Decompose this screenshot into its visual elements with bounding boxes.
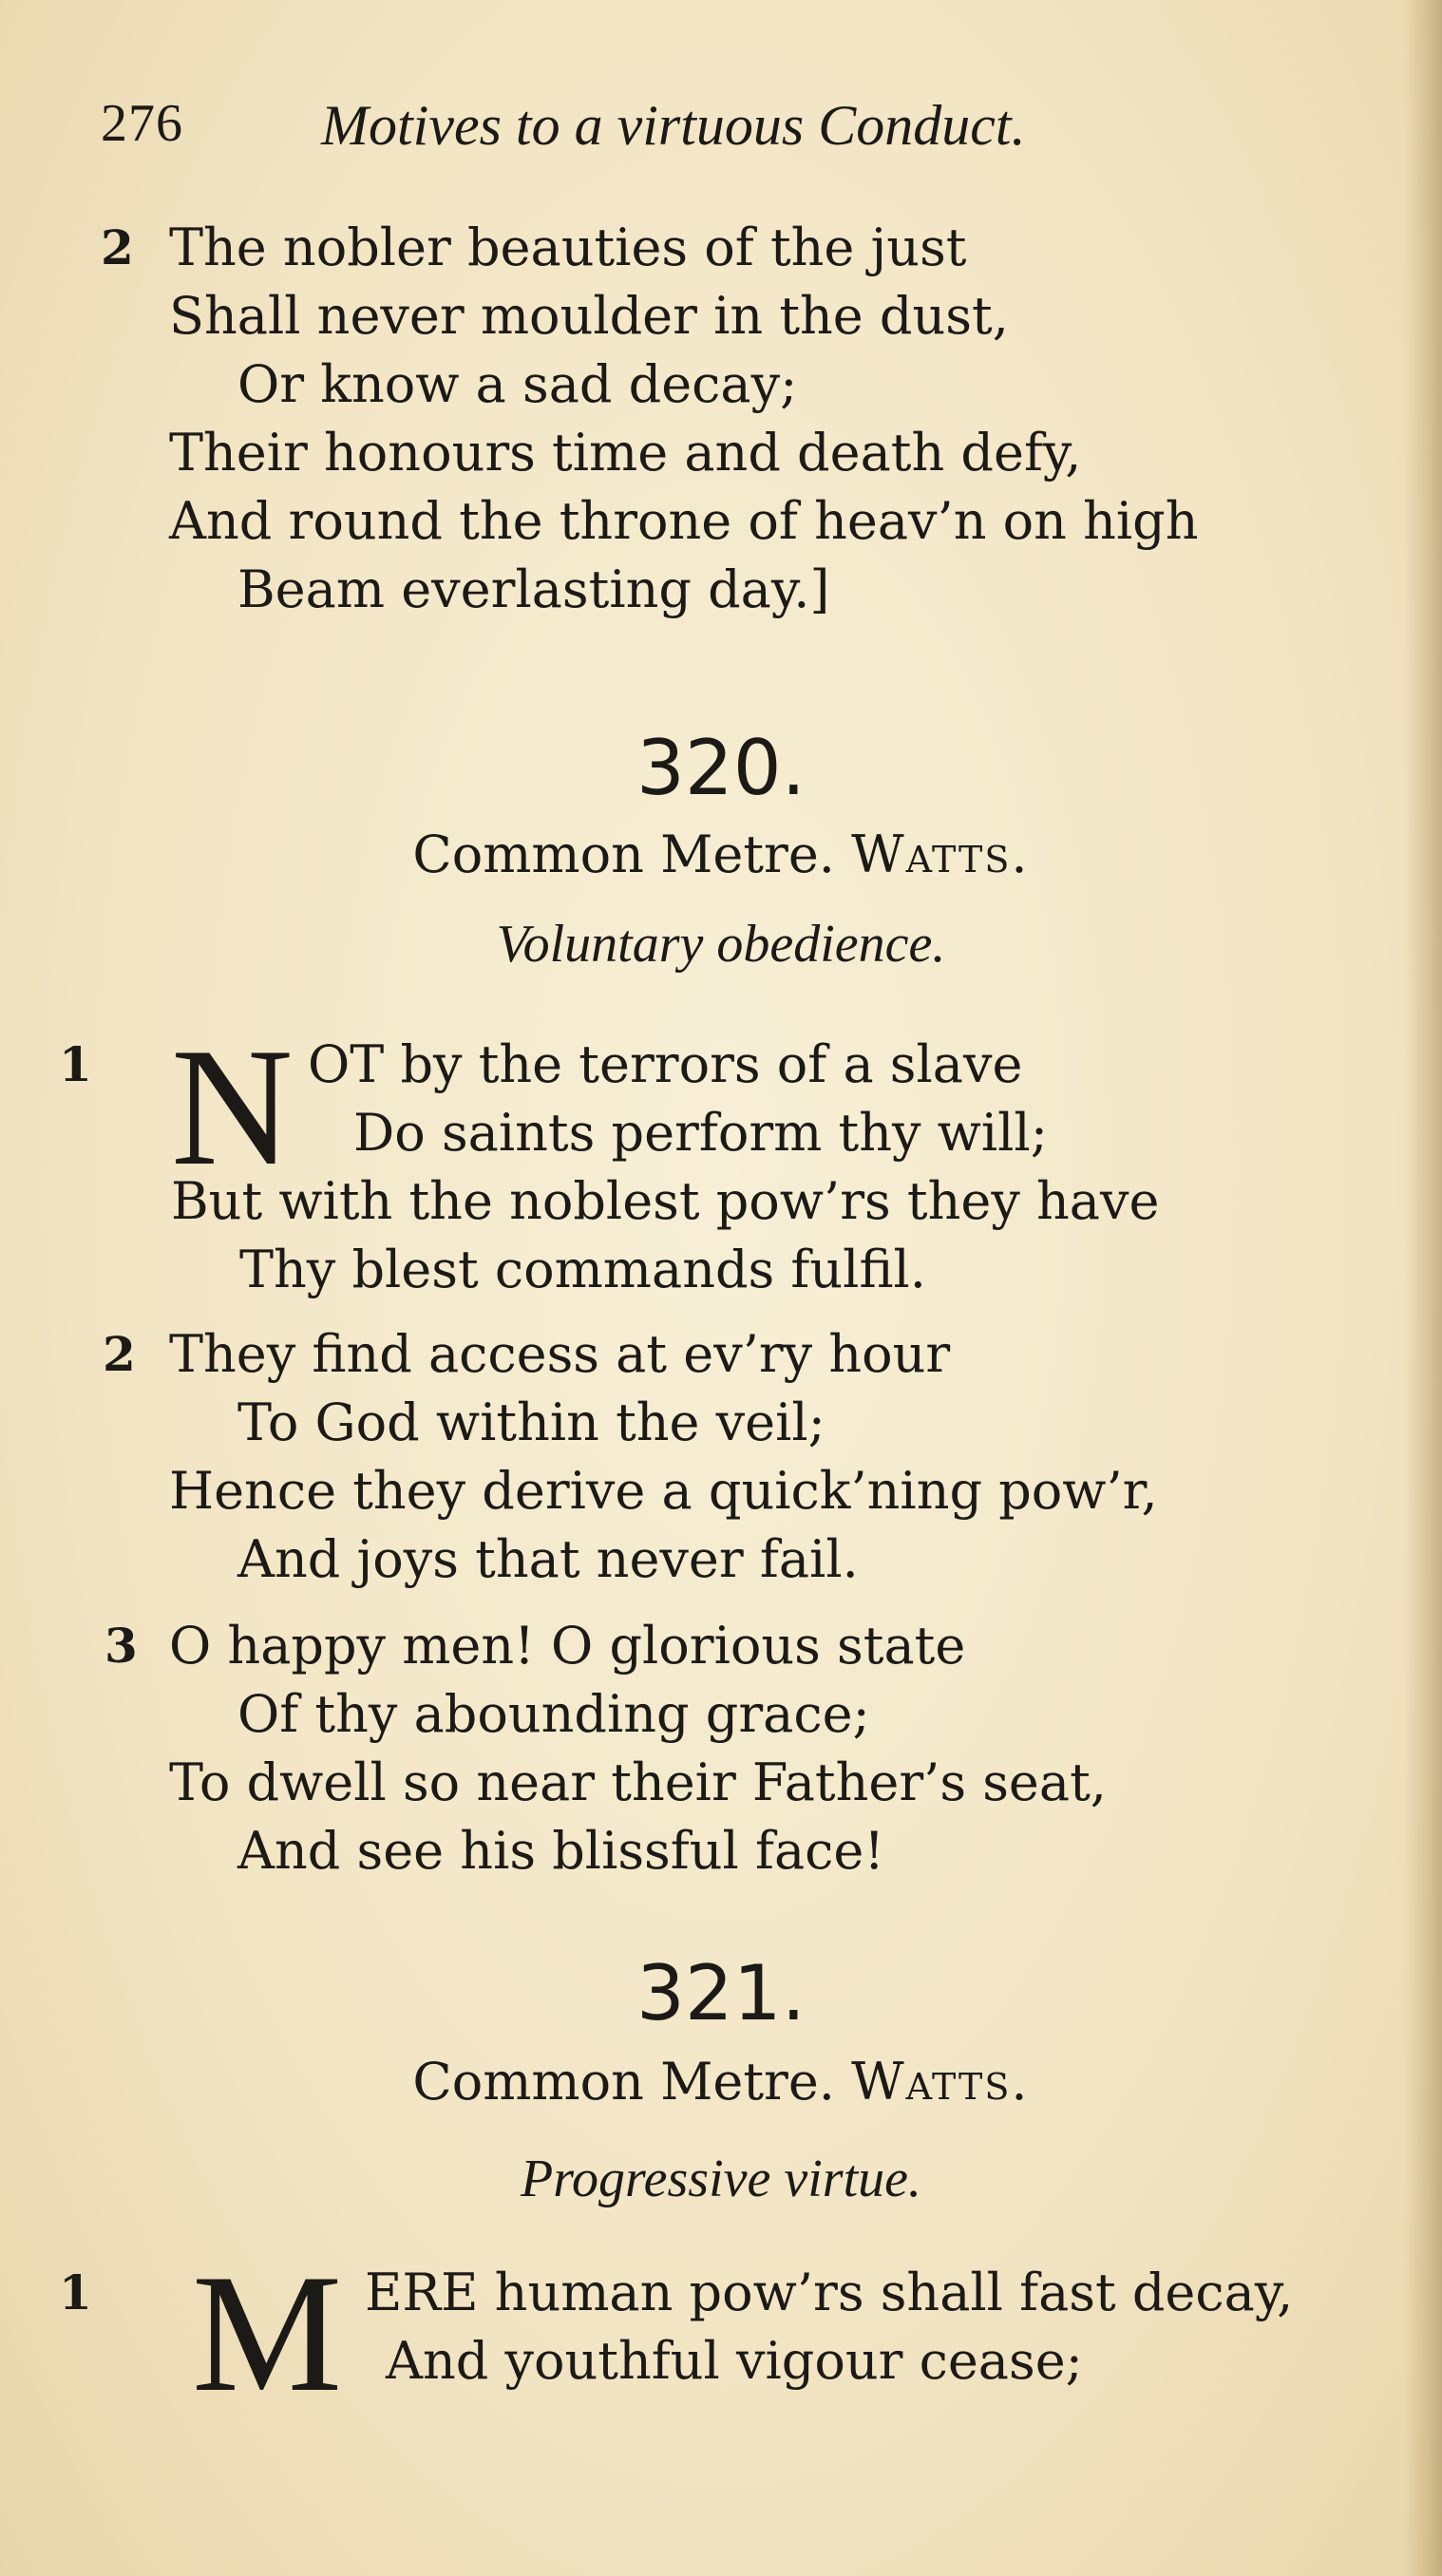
- verse-line: Shall never moulder in the dust,: [169, 286, 1009, 346]
- hymn-subject: Voluntary obedience.: [496, 915, 946, 974]
- page-number: 276: [101, 94, 183, 153]
- verse-line: The nobler beauties of the just: [169, 218, 967, 277]
- author: Watts.: [851, 2052, 1030, 2112]
- verse-line: Beam everlasting day.]: [237, 559, 830, 619]
- stanza-number: 1: [59, 2264, 92, 2320]
- stanza-number: 1: [59, 1036, 92, 1092]
- drop-cap: M: [192, 2239, 343, 2427]
- continuation-stanza: [101, 214, 1336, 632]
- verse-line: And see his blissful face!: [237, 1821, 885, 1881]
- drop-cap: N: [171, 1013, 294, 1201]
- verse-line: Their honours time and death defy,: [169, 423, 1082, 483]
- stanza: [101, 1320, 1336, 1596]
- stanza: [59, 1013, 1294, 1306]
- verse-line: But with the noblest pow’rs they have: [171, 1171, 1160, 1231]
- verse-line: And youthful vigour cease;: [386, 2331, 1083, 2391]
- author: Watts.: [851, 824, 1030, 884]
- stanza: [59, 2239, 1294, 2427]
- hymn-number: 321.: [636, 1949, 806, 2037]
- stanza: [101, 1612, 1336, 1887]
- stanza-number: 2: [101, 219, 134, 275]
- metre: Common Metre.: [412, 2052, 835, 2112]
- verse-line: Of thy abounding grace;: [237, 1684, 870, 1744]
- verse-line: To dwell so near their Father’s seat,: [169, 1752, 1107, 1812]
- verse-line: They find access at ev’ry hour: [169, 1324, 951, 1384]
- verse-line: And round the throne of heav’n on high: [169, 491, 1199, 551]
- verse-line: ERE human pow’rs shall fast decay,: [365, 2263, 1294, 2322]
- page-header: [101, 93, 1336, 160]
- verse-line: To God within the veil;: [237, 1392, 825, 1452]
- metre: Common Metre.: [412, 824, 835, 884]
- verse-line: Or know a sad decay;: [237, 354, 798, 414]
- verse-line: And joys that never fail.: [237, 1529, 859, 1589]
- hymn-metre-line: [0, 2052, 1442, 2112]
- running-title: Motives to a virtuous Conduct.: [321, 94, 1026, 157]
- stanza-number: 2: [103, 1326, 136, 1382]
- hymn-number: 320.: [636, 724, 806, 812]
- hymn-metre-line: [0, 824, 1442, 884]
- stanza-number: 3: [104, 1618, 138, 1674]
- verse-line: Hence they derive a quick’ning pow’r,: [169, 1461, 1158, 1521]
- verse-line: O happy men! O glorious state: [169, 1616, 966, 1676]
- verse-line: OT by the terrors of a slave: [308, 1034, 1023, 1094]
- verse-line: Thy blest commands fulfil.: [239, 1240, 926, 1299]
- verse-line: Do saints perform thy will;: [353, 1103, 1048, 1163]
- hymn-subject: Progressive virtue.: [521, 2150, 921, 2208]
